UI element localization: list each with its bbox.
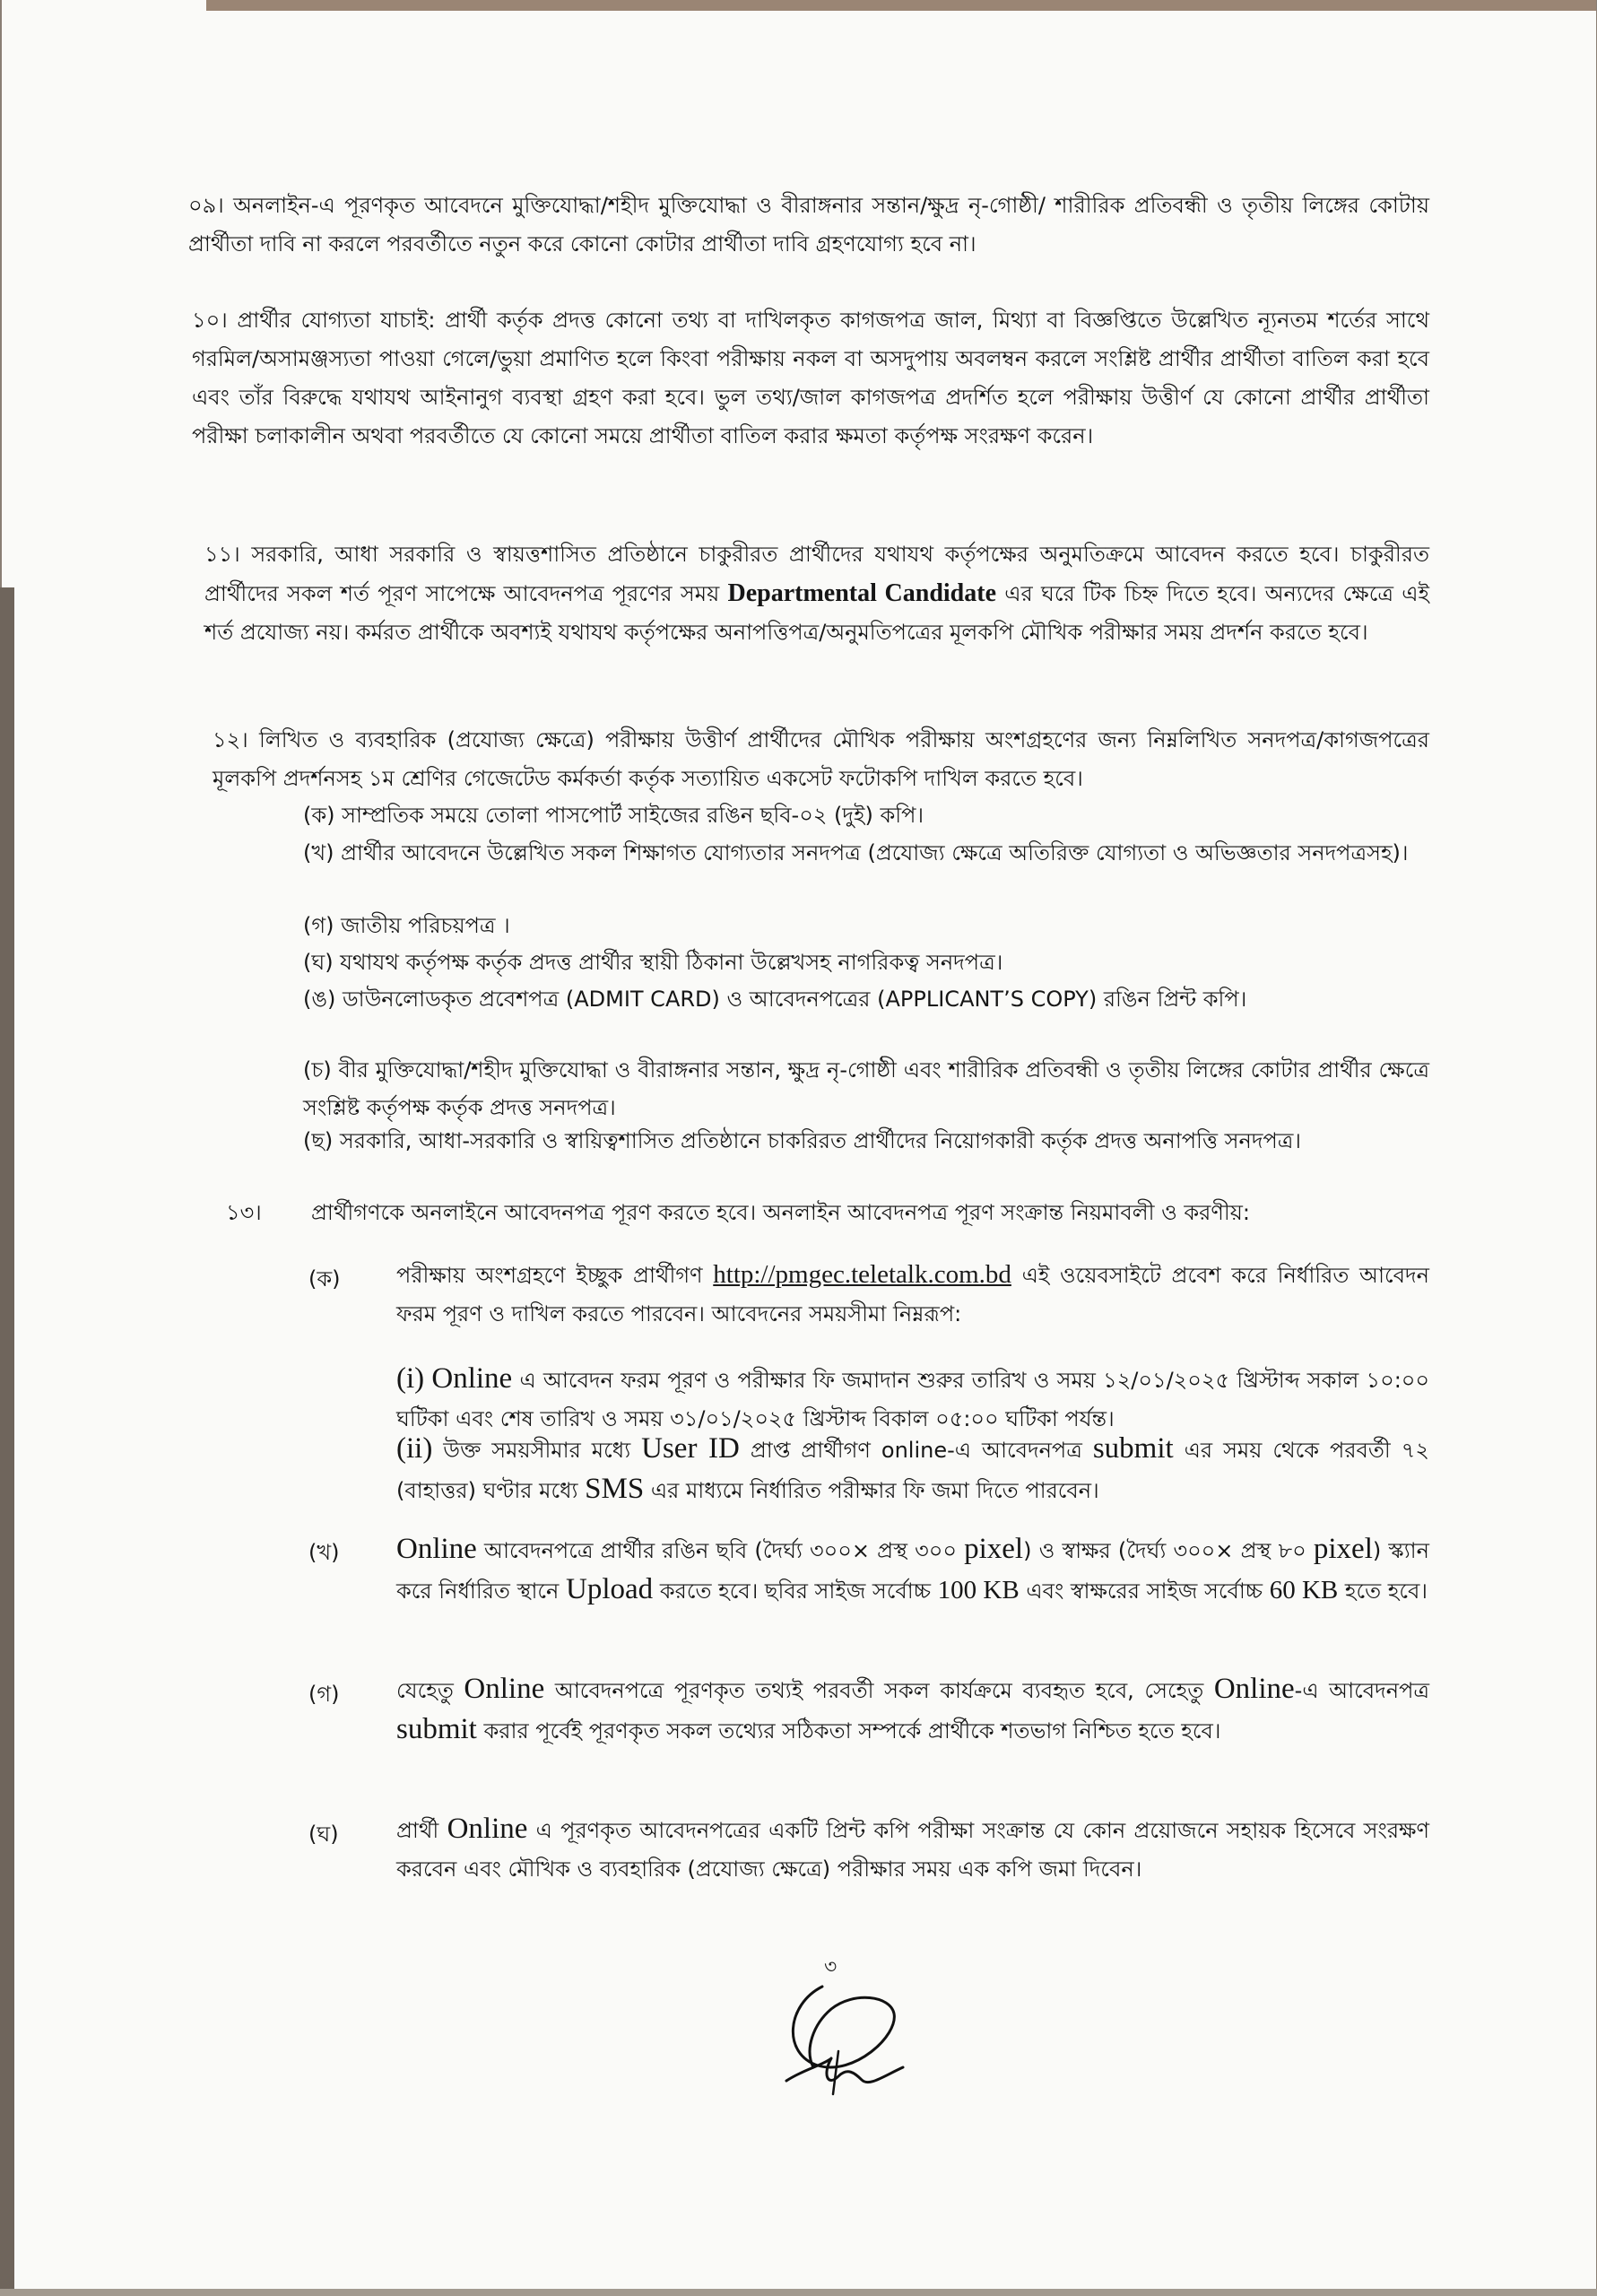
section-10-number: ১০। <box>192 308 228 333</box>
scan-edge-bottom <box>0 2289 1597 2296</box>
sub-i-text: এ আবেদন ফরম পূরণ ও পরীক্ষার ফি জমাদান শুরুর তারিখ ও সময় ১২/০১/২০২৫ খ্রিস্টাব্দ সকাল ১০:০০ ঘটিকা এবং শেষ তারিখ ও সময় ৩১/০১/২০২৫ খ্রিস্টাব্দ বিকাল ০৫:০০ ঘটিকা পর্যন্ত। <box>396 1368 1429 1431</box>
kha-t6: হতে হবে। <box>1344 1578 1428 1604</box>
ga-submit: submit <box>396 1713 477 1745</box>
section-10-heading: প্রার্থীর যোগ্যতা যাচাই: <box>237 308 436 333</box>
sub-ii-sms: SMS <box>585 1473 645 1505</box>
page-number: ৩ <box>824 1956 838 1979</box>
kha-t2: ) ও স্বাক্ষর (দৈর্ঘ্য ৩০০× প্রস্থ ৮০ <box>1023 1538 1306 1563</box>
section-09 <box>188 187 1429 264</box>
ga-online-1: Online <box>464 1673 545 1705</box>
section-13-ka-sub-i <box>396 1360 1429 1439</box>
sub-ii-t3: এর সময় থেকে পরবর্তী ৭২ (বাহাত্তর) ঘণ্টার মধ্যে <box>396 1438 1429 1503</box>
section-12-item-kha: (খ) প্রার্থীর আবেদনে উল্লেখিত সকল শিক্ষাগত যোগ্যতার সনদপত্র (প্রযোজ্য ক্ষেত্রে অতিরিক্ত যোগ্যতা ও অভিজ্ঞতার সনদপত্রসহ)। <box>303 840 1409 865</box>
section-12-item-ka: (ক) সাম্প্রতিক সময়ে তোলা পাসপোর্ট সাইজের রঙিন ছবি-০২ (দুই) কপি। <box>303 803 924 828</box>
section-12 <box>213 721 1429 798</box>
kha-pixel-2: pixel <box>1313 1533 1373 1565</box>
section-12-number: ১২। <box>213 727 248 752</box>
section-12-item-ga: (গ) জাতীয় পরিচয়পত্র । <box>303 913 510 938</box>
ga-t3: -এ আবেদনপত্র <box>1294 1678 1429 1703</box>
section-13-ka <box>396 1256 1429 1334</box>
section-13-ka-marker: (ক) <box>308 1266 341 1292</box>
section-13-kha-marker: (খ) <box>308 1540 340 1565</box>
section-11-text-b: এর ঘরে টিক চিহ্ন দিতে হবে। অন্যদের ক্ষেত্রে এই শর্ত প্রযোজ্য নয়। কর্মরত প্রার্থীকে অবশ্যই যথাযথ কর্তৃপক্ষের অনাপত্তিপত্র/অনুমতিপত্রের মূলকপি মৌখিক পরীক্ষার সময় প্রদর্শন করতে হবে। <box>204 581 1430 645</box>
section-12-item-chha: (ছ) সরকারি, আধা-সরকারি ও স্বায়িত্বশাসিত প্রতিষ্ঠানে চাকরিরত প্রার্থীদের নিয়োগকারী কর্তৃক প্রদত্ত অনাপত্তি সনদপত্র। <box>303 1128 1301 1153</box>
gha-t1: প্রার্থী <box>396 1818 439 1843</box>
section-13-gha <box>396 1810 1429 1889</box>
sub-ii-label: (ii) <box>396 1432 433 1465</box>
kha-t3: ) স্ক্যান করে নির্ধারিত স্থানে <box>396 1538 1429 1604</box>
sub-i-online: Online <box>431 1362 513 1395</box>
kha-online: Online <box>396 1533 477 1565</box>
kha-t1: আবেদনপত্রে প্রার্থীর রঙিন ছবি (দৈর্ঘ্য ৩০০× প্রস্থ ৩০০ <box>484 1538 957 1563</box>
scan-edge-left <box>0 587 14 2296</box>
section-11-number: ১১। <box>204 542 240 567</box>
kha-photo-size: 100 KB <box>937 1576 1020 1605</box>
sub-ii-userid: User ID <box>641 1432 740 1465</box>
signature-image <box>768 1969 921 2103</box>
gha-t2: এ পূরণকৃত আবেদনপত্রের একটি প্রিন্ট কপি পরীক্ষা সংক্রান্ত যে কোন প্রয়োজনে সহায়ক হিসেবে সংরক্ষণ করবেন এবং মৌখিক ও ব্যবহারিক (প্রযোজ্য ক্ষেত্রে) পরীক্ষার সময় এক কপি জমা দিবেন। <box>396 1818 1429 1882</box>
sub-ii-submit: submit <box>1092 1432 1174 1465</box>
section-10 <box>192 301 1429 456</box>
kha-pixel-1: pixel <box>964 1533 1024 1565</box>
kha-signature-size: 60 KB <box>1269 1576 1339 1605</box>
kha-t5: এবং স্বাক্ষরের সাইজ সর্বোচ্চ <box>1026 1578 1263 1604</box>
section-10-text: প্রার্থী কর্তৃক প্রদত্ত কোনো তথ্য বা দাখিলকৃত কাগজপত্র জাল, মিথ্যা বা বিজ্ঞপ্তিতে উল্লেখিত ন্যূনতম শর্তের সাথে গরমিল/অসামঞ্জস্যতা পাওয়া গেলে/ভুয়া প্রমাণিত হলে কিংবা পরীক্ষায় নকল বা অসদুপায় অবলম্বন করলে সংশ্লিষ্ট প্রার্থীর প্রার্থীতা বাতিল করা হবে এবং তাঁর বিরুদ্ধে যথাযথ আইনানুগ ব্যবস্থা গ্রহণ করা হবে। ভুল তথ্য/জাল কাগজপত্র প্রদর্শিত হলে পরীক্ষায় উত্তীর্ণ যে কোনো প্রার্থীর প্রার্থীতা পরীক্ষা চলাকালীন অথবা পরবর্তীতে যে কোনো সময়ে প্রার্থীতা বাতিল করার ক্ষমতা কর্তৃপক্ষ সংরক্ষণ করেন। <box>192 308 1429 448</box>
section-13-ka-text-b: এই ওয়েবসাইটে প্রবেশ করে নির্ধারিত আবেদন ফরম পূরণ ও দাখিল করতে পারবেন। আবেদনের সময়সীমা নিম্নরূপ: <box>396 1263 1429 1326</box>
sub-ii-t2: প্রাপ্ত প্রার্থীগণ online-এ আবেদনপত্র <box>750 1438 1082 1463</box>
section-12-item-gha: (ঘ) যথাযথ কর্তৃপক্ষ কর্তৃক প্রদত্ত প্রার্থীর স্থায়ী ঠিকানা উল্লেখসহ নাগরিকত্ব সনদপত্র। <box>303 950 1003 975</box>
document-page <box>2 0 1596 2296</box>
sub-ii-t1: উক্ত সময়সীমার মধ্যে <box>443 1438 631 1463</box>
departmental-candidate-label: Departmental Candidate <box>727 579 997 607</box>
section-09-text: অনলাইন-এ পূরণকৃত আবেদনে মুক্তিযোদ্ধা/শহীদ মুক্তিযোদ্ধা ও বীরাঙ্গনার সন্তান/ক্ষুদ্র নৃ-গোষ্ঠী/ শারীরিক প্রতিবন্ধী ও তৃতীয় লিঙ্গের কোটায় প্রার্থীতা দাবি না করলে পরবর্তীতে নতুন করে কোনো কোটার প্রার্থীতা দাবি গ্রহণযোগ্য হবে না। <box>188 193 1429 257</box>
section-12-item-cha: (চ) বীর মুক্তিযোদ্ধা/শহীদ মুক্তিযোদ্ধা ও বীরাঙ্গনার সন্তান, ক্ষুদ্র নৃ-গোষ্ঠী এবং শারীরিক প্রতিবন্ধী ও তৃতীয় লিঙ্গের কোটার প্রার্থীর ক্ষেত্রে সংশ্লিষ্ট কর্তৃপক্ষ কর্তৃক প্রদত্ত সনদপত্র। <box>303 1057 1429 1120</box>
scan-edge-top <box>206 0 1596 11</box>
section-13-ga-marker: (গ) <box>308 1682 340 1707</box>
ga-t4: করার পূর্বেই পূরণকৃত সকল তথ্যের সঠিকতা সম্পর্কে প্রার্থীকে শতভাগ নিশ্চিত হতে হবে। <box>483 1718 1221 1744</box>
section-12-text: লিখিত ও ব্যবহারিক (প্রযোজ্য ক্ষেত্রে) পরীক্ষায় উত্তীর্ণ প্রার্থীদের মৌখিক পরীক্ষায় অংশগ্রহণের জন্য নিম্নলিখিত সনদপত্র/কাগজপত্রের মূলকপি প্রদর্শনসহ ১ম শ্রেণির গেজেটেড কর্মকর্তা কর্তৃক সত্যায়িত একসেট ফটোকপি দাখিল করতে হবে। <box>213 727 1429 791</box>
section-13-intro: প্রার্থীগণকে অনলাইনে আবেদনপত্র পূরণ করতে হবে। অনলাইন আবেদনপত্র পূরণ সংক্রান্ত নিয়মাবলী ও করণীয়: <box>311 1200 1250 1225</box>
section-13-ga <box>396 1670 1429 1751</box>
section-13-number: ১৩। <box>226 1200 262 1225</box>
section-11-text-a: সরকারি, আধা সরকারি ও স্বায়ত্তশাসিত প্রতিষ্ঠানে চাকুরীরত প্রার্থীদের যথাযথ কর্তৃপক্ষের অনুমতিক্রমে আবেদন করতে হবে। চাকুরীরত প্রার্থীদের সকল শর্ত পূরণ সাপেক্ষে আবেদনপত্র পূরণের সময় <box>204 542 1429 606</box>
kha-t4: করতে হবে। ছবির সাইজ সর্বোচ্চ <box>659 1578 931 1604</box>
section-13-gha-marker: (ঘ) <box>308 1822 339 1847</box>
section-13-ka-sub-ii <box>396 1430 1429 1510</box>
ga-t2: আবেদনপত্রে পূরণকৃত তথ্যই পরবর্তী সকল কার্যক্রমে ব্যবহৃত হবে, সেহেতু <box>554 1678 1204 1703</box>
section-12-item-umo: (ঙ) ডাউনলোডকৃত প্রবেশপত্র (ADMIT CARD) ও আবেদনপত্রের (APPLICANT’S COPY) রঙিন প্রিন্ট কপি। <box>303 987 1247 1012</box>
section-11 <box>204 535 1429 652</box>
sub-ii-t4: এর মাধ্যমে নির্ধারিত পরীক্ষার ফি জমা দিতে পারবেন। <box>650 1478 1099 1503</box>
ga-online-2: Online <box>1213 1673 1295 1705</box>
section-13-ka-text-a: পরীক্ষায় অংশগ্রহণে ইচ্ছুক প্রার্থীগণ <box>396 1263 703 1288</box>
application-website-link[interactable]: http://pmgec.teletalk.com.bd <box>713 1260 1011 1289</box>
section-13-kha <box>396 1530 1429 1611</box>
ga-t1: যেহেতু <box>396 1678 454 1703</box>
section-09-number: ০৯। <box>188 193 224 218</box>
kha-upload: Upload <box>566 1573 654 1605</box>
sub-i-label: (i) <box>396 1362 425 1395</box>
gha-online: Online <box>447 1813 528 1845</box>
